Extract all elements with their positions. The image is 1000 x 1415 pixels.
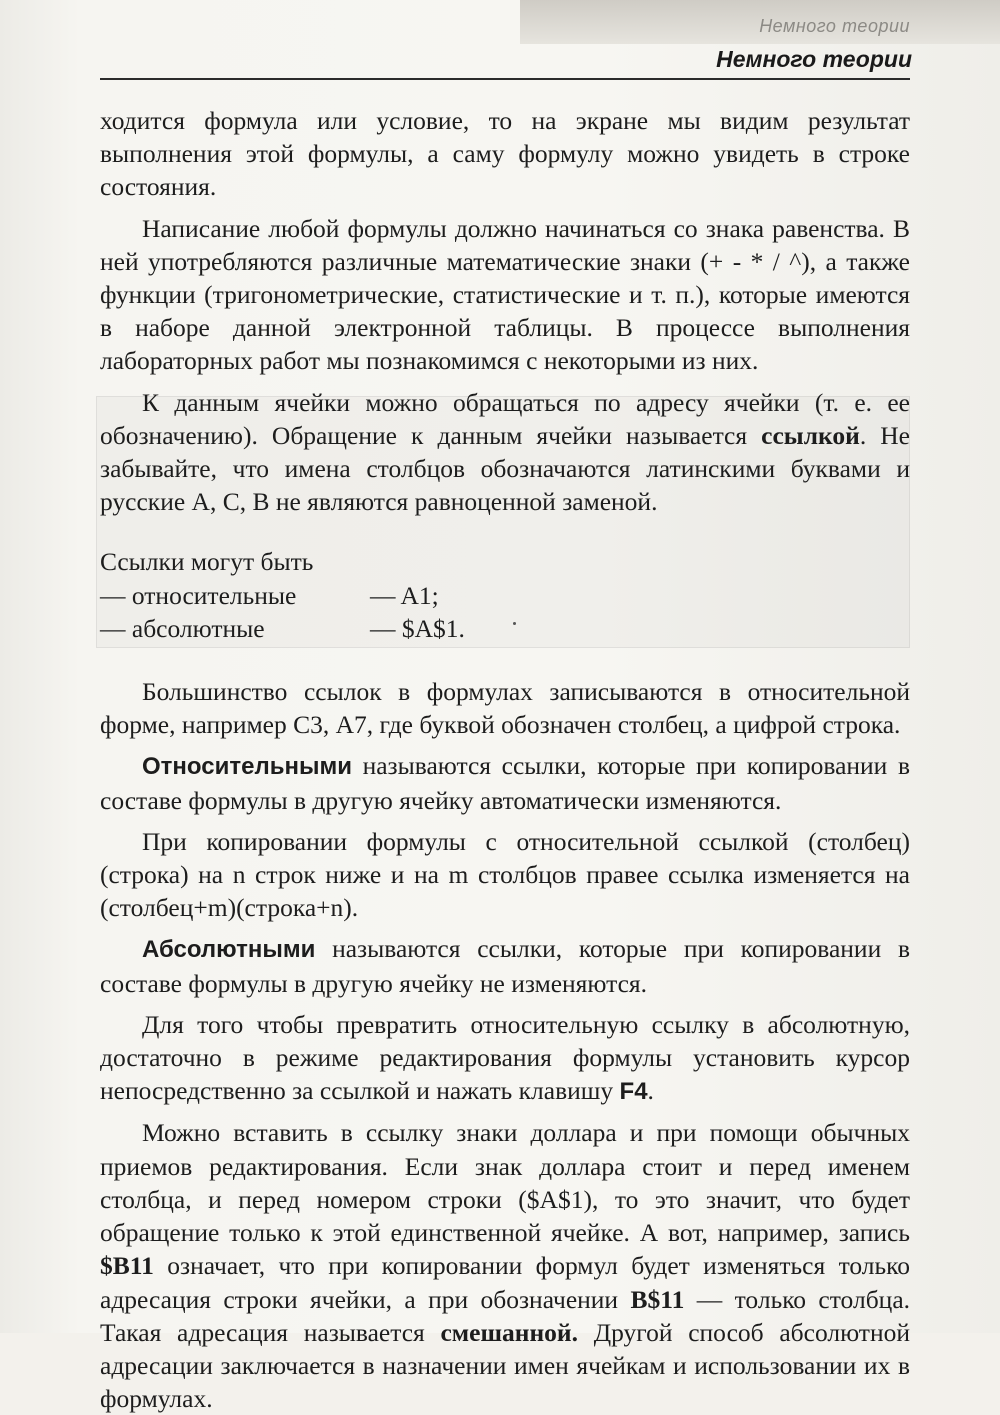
example-mixed-column: $B11 [100, 1251, 154, 1281]
list-intro: Ссылки могут быть [100, 547, 314, 577]
list-item: — относительные — A1; [100, 580, 439, 610]
paragraph-6: При копировании формулы с относительной ссылкой (столбец) (строка) на n строк ниже и на m столбцов правее ссылка изменяется на (столбец+m)(строка+n). [100, 826, 910, 923]
previous-page-strip [520, 0, 1000, 44]
body-text [100, 104, 910, 1415]
running-head: Немного теории [716, 46, 912, 72]
key-f4: F4 [619, 1078, 648, 1106]
paragraph-2: Написание любой формулы должно начинаться со знака равенства. В ней употребляются различные математические знаки (+ - * / ^), а также функции (тригонометрические, статистические и т. п.), которые имеются в наборе данной электронной таблицы. В процессе выполнения лабораторных работ мы познакомимся с некоторыми из них. [100, 213, 910, 376]
paragraph-1: ходится формула или условие, то на экране мы видим результат выполнения этой формулы, а саму формулу можно увидеть в строке состояния. [100, 106, 910, 202]
print-speck [513, 622, 516, 625]
paragraph-9: Можно вставить в ссылку знаки доллара и при помощи обычных приемов редактирования. Если знак доллара стоит и перед именем столбца, и перед номером строки ($A$1), то это значит, что будет обращение только к этой единственной ячейке. А вот, например, запись $B11 означает, что при копировании формул будет изменяться только адресация строки ячейки, а при обозначении B$11 — только столбца. Такая адресация называется смешанной. Другой способ абсолютной адресации заключается в назначении имен ячейкам и использовании их в формулах. [100, 1118, 911, 1414]
paragraph-8: Для того чтобы превратить относительную ссылку в абсолютную, достаточно в режиме редактирования формулы установить курсор непосредственно за ссылкой и нажать клавишу F4. [100, 1009, 910, 1106]
list-item: — абсолютные — $A$1. [100, 613, 465, 643]
paragraph-3: К данным ячейки можно обращаться по адресу ячейки (т. е. ее обозначению). Обращение к данным ячейки называется ссылкой. Не забывайте, что имена столбцов обозначаются латинскими буквами и русские А, С, В не являются равноценной заменой. [100, 387, 910, 517]
reference-types-list [100, 545, 910, 645]
term-absolute: Абсолютными [142, 936, 316, 964]
example-mixed-row: B$11 [630, 1284, 685, 1314]
term-mixed: смешанной. [440, 1317, 578, 1347]
header-rule [100, 78, 910, 80]
term-link: ссылкой [761, 420, 860, 450]
paragraph-4: Большинство ссылок в формулах записываются в относительной форме, например С3, А7, где буквой обозначен столбец, а цифрой строка. [100, 677, 910, 740]
bleed-running-head: Немного теории [759, 16, 910, 36]
paragraph-5: Относительными называются ссылки, которые при копировании в составе формулы в другую ячейку автоматически изменяются. [100, 751, 910, 815]
paragraph-7: Абсолютными называются ссылки, которые при копировании в составе формулы в другую ячейку не изменяются. [100, 934, 910, 998]
term-relative: Относительными [142, 753, 352, 781]
